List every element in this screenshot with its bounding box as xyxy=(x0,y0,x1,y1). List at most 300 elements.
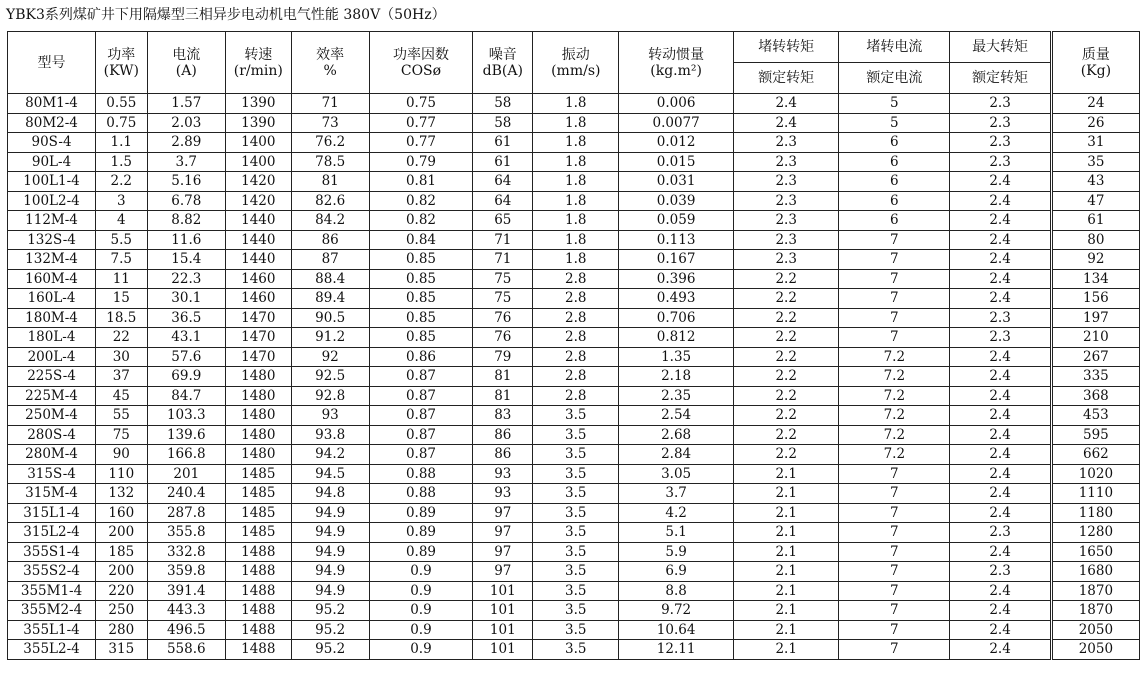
table-cell: 1480 xyxy=(226,445,291,465)
table-row xyxy=(8,620,1140,640)
table-cell: 1488 xyxy=(226,581,291,601)
table-cell: 1020 xyxy=(1051,464,1139,484)
table-cell: 81 xyxy=(473,367,533,387)
table-cell: 88.4 xyxy=(291,269,369,289)
table-cell: 1.35 xyxy=(619,347,734,367)
table-cell: 355M1-4 xyxy=(8,581,96,601)
table-cell: 7 xyxy=(839,523,950,543)
table-cell: 31 xyxy=(1051,133,1139,153)
table-cell: 0.059 xyxy=(619,211,734,231)
table-cell: 453 xyxy=(1051,406,1139,426)
table-cell: 2.3 xyxy=(950,562,1051,582)
table-cell: 6.78 xyxy=(147,191,226,211)
table-cell: 7 xyxy=(839,250,950,270)
table-cell: 2.4 xyxy=(950,269,1051,289)
table-cell: 97 xyxy=(473,542,533,562)
table-cell: 2.1 xyxy=(734,620,839,640)
table-cell: 2.1 xyxy=(734,464,839,484)
table-cell: 0.77 xyxy=(369,133,472,153)
table-cell: 3.5 xyxy=(533,562,619,582)
table-cell: 1470 xyxy=(226,308,291,328)
table-cell: 4 xyxy=(96,211,147,231)
table-cell: 2.3 xyxy=(734,172,839,192)
table-cell: 0.812 xyxy=(619,328,734,348)
table-cell: 94.9 xyxy=(291,542,369,562)
table-cell: 18.5 xyxy=(96,308,147,328)
page-title: YBK3系列煤矿井下用隔爆型三相异步电动机电气性能 380V（50Hz） xyxy=(6,7,446,23)
table-cell: 84.7 xyxy=(147,386,226,406)
table-cell: 0.012 xyxy=(619,133,734,153)
table-cell: 0.9 xyxy=(369,640,472,660)
table-cell: 7.2 xyxy=(839,367,950,387)
table-cell: 94.9 xyxy=(291,562,369,582)
table-row xyxy=(8,503,1140,523)
table-cell: 71 xyxy=(473,230,533,250)
table-row xyxy=(8,269,1140,289)
table-cell: 0.006 xyxy=(619,94,734,114)
table-cell: 101 xyxy=(473,601,533,621)
table-cell: 2.2 xyxy=(734,347,839,367)
table-cell: 8.8 xyxy=(619,581,734,601)
table-cell: 1485 xyxy=(226,523,291,543)
table-cell: 160 xyxy=(96,503,147,523)
table-cell: 2.3 xyxy=(950,94,1051,114)
table-cell: 6 xyxy=(839,172,950,192)
table-cell: 86 xyxy=(473,425,533,445)
table-cell: 58 xyxy=(473,113,533,133)
table-cell: 2.68 xyxy=(619,425,734,445)
spec-table-wrapper xyxy=(7,31,1140,660)
table-cell: 3.5 xyxy=(533,464,619,484)
table-cell: 2.3 xyxy=(734,250,839,270)
table-cell: 92.5 xyxy=(291,367,369,387)
table-cell: 2.4 xyxy=(950,464,1051,484)
table-cell: 7.2 xyxy=(839,425,950,445)
table-cell: 315L2-4 xyxy=(8,523,96,543)
table-cell: 2.8 xyxy=(533,289,619,309)
table-cell: 1.57 xyxy=(147,94,226,114)
table-cell: 81 xyxy=(473,386,533,406)
table-cell: 200 xyxy=(96,562,147,582)
table-row xyxy=(8,542,1140,562)
table-cell: 2.4 xyxy=(950,406,1051,426)
table-cell: 355L2-4 xyxy=(8,640,96,660)
table-cell: 2.1 xyxy=(734,581,839,601)
table-cell: 22 xyxy=(96,328,147,348)
table-cell: 0.75 xyxy=(96,113,147,133)
table-cell: 1.8 xyxy=(533,152,619,172)
table-cell: 2.1 xyxy=(734,484,839,504)
table-cell: 2.84 xyxy=(619,445,734,465)
table-cell: 5.16 xyxy=(147,172,226,192)
table-cell: 355S2-4 xyxy=(8,562,96,582)
table-cell: 2.8 xyxy=(533,367,619,387)
table-cell: 7 xyxy=(839,581,950,601)
table-cell: 2.8 xyxy=(533,347,619,367)
table-cell: 2.4 xyxy=(950,484,1051,504)
table-cell: 2.3 xyxy=(950,133,1051,153)
table-cell: 2.4 xyxy=(950,581,1051,601)
table-cell: 0.79 xyxy=(369,152,472,172)
table-cell: 1480 xyxy=(226,386,291,406)
table-cell: 75 xyxy=(473,289,533,309)
table-cell: 1488 xyxy=(226,640,291,660)
table-cell: 80 xyxy=(1051,230,1139,250)
table-row xyxy=(8,445,1140,465)
table-row xyxy=(8,328,1140,348)
table-cell: 93 xyxy=(291,406,369,426)
table-cell: 1.8 xyxy=(533,230,619,250)
table-cell: 2.2 xyxy=(734,308,839,328)
table-cell: 2.54 xyxy=(619,406,734,426)
table-cell: 3.5 xyxy=(533,425,619,445)
table-cell: 0.706 xyxy=(619,308,734,328)
table-cell: 5.1 xyxy=(619,523,734,543)
table-cell: 1.1 xyxy=(96,133,147,153)
header-speed: 转速 (r/min) xyxy=(226,32,291,94)
table-cell: 3.5 xyxy=(533,601,619,621)
table-row xyxy=(8,601,1140,621)
table-row xyxy=(8,230,1140,250)
table-cell: 2.2 xyxy=(734,445,839,465)
table-cell: 112M-4 xyxy=(8,211,96,231)
table-cell: 2.3 xyxy=(950,328,1051,348)
header-model: 型号 xyxy=(8,32,96,94)
table-cell: 355.8 xyxy=(147,523,226,543)
table-cell: 1.5 xyxy=(96,152,147,172)
table-cell: 101 xyxy=(473,640,533,660)
table-cell: 0.87 xyxy=(369,406,472,426)
table-cell: 2.4 xyxy=(950,620,1051,640)
table-cell: 30.1 xyxy=(147,289,226,309)
table-cell: 1680 xyxy=(1051,562,1139,582)
table-cell: 2.1 xyxy=(734,503,839,523)
table-cell: 93 xyxy=(473,464,533,484)
table-cell: 97 xyxy=(473,562,533,582)
table-row xyxy=(8,211,1140,231)
table-row xyxy=(8,133,1140,153)
table-cell: 36.5 xyxy=(147,308,226,328)
table-cell: 558.6 xyxy=(147,640,226,660)
table-cell: 355S1-4 xyxy=(8,542,96,562)
table-cell: 200 xyxy=(96,523,147,543)
table-cell: 0.88 xyxy=(369,464,472,484)
table-cell: 200L-4 xyxy=(8,347,96,367)
table-cell: 0.85 xyxy=(369,289,472,309)
table-cell: 3.05 xyxy=(619,464,734,484)
table-cell: 355L1-4 xyxy=(8,620,96,640)
table-cell: 0.89 xyxy=(369,503,472,523)
table-cell: 45 xyxy=(96,386,147,406)
table-cell: 220 xyxy=(96,581,147,601)
table-cell: 76 xyxy=(473,308,533,328)
table-cell: 1.8 xyxy=(533,250,619,270)
table-cell: 15 xyxy=(96,289,147,309)
table-cell: 7 xyxy=(839,601,950,621)
table-cell: 166.8 xyxy=(147,445,226,465)
table-cell: 0.84 xyxy=(369,230,472,250)
table-cell: 0.493 xyxy=(619,289,734,309)
table-cell: 79 xyxy=(473,347,533,367)
table-cell: 0.86 xyxy=(369,347,472,367)
table-cell: 43.1 xyxy=(147,328,226,348)
header-rated-torque: 额定转矩 xyxy=(734,63,839,94)
table-cell: 0.9 xyxy=(369,601,472,621)
table-cell: 94.9 xyxy=(291,503,369,523)
table-cell: 57.6 xyxy=(147,347,226,367)
table-cell: 250M-4 xyxy=(8,406,96,426)
table-cell: 280S-4 xyxy=(8,425,96,445)
table-cell: 1488 xyxy=(226,620,291,640)
table-cell: 2050 xyxy=(1051,640,1139,660)
table-cell: 0.81 xyxy=(369,172,472,192)
table-row xyxy=(8,94,1140,114)
table-cell: 95.2 xyxy=(291,601,369,621)
table-cell: 3.5 xyxy=(533,445,619,465)
table-cell: 7 xyxy=(839,620,950,640)
table-cell: 0.87 xyxy=(369,425,472,445)
table-cell: 94.2 xyxy=(291,445,369,465)
table-cell: 93.8 xyxy=(291,425,369,445)
table-cell: 2.8 xyxy=(533,386,619,406)
table-cell: 0.9 xyxy=(369,581,472,601)
table-cell: 1480 xyxy=(226,367,291,387)
table-cell: 7 xyxy=(839,230,950,250)
table-cell: 0.89 xyxy=(369,523,472,543)
table-cell: 3.5 xyxy=(533,484,619,504)
table-cell: 1460 xyxy=(226,289,291,309)
table-cell: 91.2 xyxy=(291,328,369,348)
table-cell: 61 xyxy=(1051,211,1139,231)
table-row xyxy=(8,367,1140,387)
table-cell: 47 xyxy=(1051,191,1139,211)
header-power-factor: 功率因数 COSø xyxy=(369,32,472,94)
table-cell: 1460 xyxy=(226,269,291,289)
table-cell: 78.5 xyxy=(291,152,369,172)
header-locked-torque: 堵转转矩 xyxy=(734,32,839,63)
table-row xyxy=(8,191,1140,211)
table-cell: 267 xyxy=(1051,347,1139,367)
table-cell: 2.4 xyxy=(950,289,1051,309)
table-cell: 64 xyxy=(473,191,533,211)
table-cell: 2050 xyxy=(1051,620,1139,640)
table-cell: 71 xyxy=(473,250,533,270)
table-cell: 76 xyxy=(473,328,533,348)
table-cell: 7.2 xyxy=(839,445,950,465)
table-cell: 1390 xyxy=(226,94,291,114)
table-cell: 132 xyxy=(96,484,147,504)
table-cell: 5 xyxy=(839,94,950,114)
table-cell: 103.3 xyxy=(147,406,226,426)
table-cell: 1390 xyxy=(226,113,291,133)
table-row xyxy=(8,347,1140,367)
table-cell: 225M-4 xyxy=(8,386,96,406)
table-row xyxy=(8,523,1140,543)
table-cell: 2.4 xyxy=(950,172,1051,192)
table-cell: 2.4 xyxy=(734,113,839,133)
table-cell: 2.4 xyxy=(950,347,1051,367)
table-cell: 280 xyxy=(96,620,147,640)
table-cell: 2.1 xyxy=(734,601,839,621)
table-cell: 22.3 xyxy=(147,269,226,289)
table-cell: 1.8 xyxy=(533,211,619,231)
table-cell: 2.4 xyxy=(950,386,1051,406)
table-cell: 7 xyxy=(839,484,950,504)
table-cell: 2.2 xyxy=(734,425,839,445)
header-max-torque: 最大转矩 xyxy=(950,32,1051,63)
table-cell: 94.9 xyxy=(291,523,369,543)
header-mass: 质量 (Kg) xyxy=(1051,32,1139,94)
table-cell: 3.5 xyxy=(533,503,619,523)
table-cell: 97 xyxy=(473,523,533,543)
table-cell: 3.5 xyxy=(533,620,619,640)
table-cell: 4.2 xyxy=(619,503,734,523)
table-cell: 55 xyxy=(96,406,147,426)
table-cell: 26 xyxy=(1051,113,1139,133)
table-cell: 359.8 xyxy=(147,562,226,582)
table-cell: 1.8 xyxy=(533,94,619,114)
header-noise: 噪音 dB(A) xyxy=(473,32,533,94)
table-cell: 6 xyxy=(839,211,950,231)
table-cell: 280M-4 xyxy=(8,445,96,465)
table-cell: 160L-4 xyxy=(8,289,96,309)
table-body xyxy=(8,94,1140,660)
table-cell: 10.64 xyxy=(619,620,734,640)
table-cell: 0.9 xyxy=(369,562,472,582)
header-locked-current: 堵转电流 xyxy=(839,32,950,63)
table-cell: 24 xyxy=(1051,94,1139,114)
table-cell: 7 xyxy=(839,562,950,582)
table-cell: 8.82 xyxy=(147,211,226,231)
table-cell: 0.039 xyxy=(619,191,734,211)
table-cell: 315S-4 xyxy=(8,464,96,484)
table-row xyxy=(8,425,1140,445)
table-cell: 7 xyxy=(839,542,950,562)
table-cell: 0.85 xyxy=(369,250,472,270)
table-cell: 0.0077 xyxy=(619,113,734,133)
table-cell: 92 xyxy=(1051,250,1139,270)
table-cell: 3.7 xyxy=(619,484,734,504)
table-cell: 2.4 xyxy=(950,367,1051,387)
table-cell: 2.3 xyxy=(734,133,839,153)
table-cell: 2.4 xyxy=(734,94,839,114)
table-cell: 0.396 xyxy=(619,269,734,289)
table-cell: 7 xyxy=(839,269,950,289)
table-cell: 1420 xyxy=(226,191,291,211)
table-cell: 3.5 xyxy=(533,523,619,543)
table-cell: 86 xyxy=(473,445,533,465)
table-row xyxy=(8,113,1140,133)
table-cell: 2.8 xyxy=(533,308,619,328)
table-cell: 75 xyxy=(473,269,533,289)
table-cell: 2.4 xyxy=(950,250,1051,270)
table-cell: 35 xyxy=(1051,152,1139,172)
table-cell: 0.75 xyxy=(369,94,472,114)
table-cell: 3.5 xyxy=(533,581,619,601)
table-cell: 6 xyxy=(839,152,950,172)
table-row xyxy=(8,562,1140,582)
table-row xyxy=(8,250,1140,270)
motor-spec-table xyxy=(7,31,1140,660)
table-cell: 1180 xyxy=(1051,503,1139,523)
table-cell: 58 xyxy=(473,94,533,114)
table-row xyxy=(8,386,1140,406)
header-rated-torque-2: 额定转矩 xyxy=(950,63,1051,94)
table-cell: 134 xyxy=(1051,269,1139,289)
table-cell: 15.4 xyxy=(147,250,226,270)
table-cell: 7.5 xyxy=(96,250,147,270)
table-cell: 0.82 xyxy=(369,211,472,231)
table-cell: 1.8 xyxy=(533,133,619,153)
table-cell: 43 xyxy=(1051,172,1139,192)
table-cell: 391.4 xyxy=(147,581,226,601)
table-cell: 2.1 xyxy=(734,542,839,562)
table-cell: 335 xyxy=(1051,367,1139,387)
table-row xyxy=(8,289,1140,309)
table-cell: 2.3 xyxy=(950,113,1051,133)
table-cell: 0.87 xyxy=(369,445,472,465)
table-cell: 0.88 xyxy=(369,484,472,504)
table-cell: 595 xyxy=(1051,425,1139,445)
table-cell: 95.2 xyxy=(291,620,369,640)
table-cell: 1485 xyxy=(226,503,291,523)
table-cell: 82.6 xyxy=(291,191,369,211)
table-cell: 2.03 xyxy=(147,113,226,133)
table-cell: 81 xyxy=(291,172,369,192)
table-cell: 139.6 xyxy=(147,425,226,445)
table-cell: 2.2 xyxy=(734,406,839,426)
table-cell: 156 xyxy=(1051,289,1139,309)
table-cell: 160M-4 xyxy=(8,269,96,289)
table-cell: 9.72 xyxy=(619,601,734,621)
table-cell: 1870 xyxy=(1051,601,1139,621)
table-row xyxy=(8,406,1140,426)
table-cell: 7 xyxy=(839,640,950,660)
table-cell: 1420 xyxy=(226,172,291,192)
table-cell: 1488 xyxy=(226,542,291,562)
table-cell: 0.015 xyxy=(619,152,734,172)
table-cell: 1488 xyxy=(226,601,291,621)
table-cell: 11.6 xyxy=(147,230,226,250)
table-cell: 1480 xyxy=(226,406,291,426)
table-cell: 69.9 xyxy=(147,367,226,387)
table-cell: 2.3 xyxy=(734,152,839,172)
table-cell: 7 xyxy=(839,289,950,309)
table-cell: 210 xyxy=(1051,328,1139,348)
table-cell: 90.5 xyxy=(291,308,369,328)
table-cell: 1470 xyxy=(226,347,291,367)
table-cell: 86 xyxy=(291,230,369,250)
table-cell: 71 xyxy=(291,94,369,114)
table-cell: 2.89 xyxy=(147,133,226,153)
table-cell: 0.031 xyxy=(619,172,734,192)
table-cell: 6 xyxy=(839,133,950,153)
table-cell: 7 xyxy=(839,308,950,328)
table-cell: 80M2-4 xyxy=(8,113,96,133)
table-cell: 2.4 xyxy=(950,230,1051,250)
table-cell: 0.85 xyxy=(369,269,472,289)
table-cell: 1870 xyxy=(1051,581,1139,601)
table-cell: 0.55 xyxy=(96,94,147,114)
table-cell: 2.1 xyxy=(734,562,839,582)
table-cell: 101 xyxy=(473,620,533,640)
table-cell: 0.89 xyxy=(369,542,472,562)
table-row xyxy=(8,308,1140,328)
table-cell: 355M2-4 xyxy=(8,601,96,621)
table-cell: 83 xyxy=(473,406,533,426)
table-cell: 6.9 xyxy=(619,562,734,582)
table-cell: 2.35 xyxy=(619,386,734,406)
